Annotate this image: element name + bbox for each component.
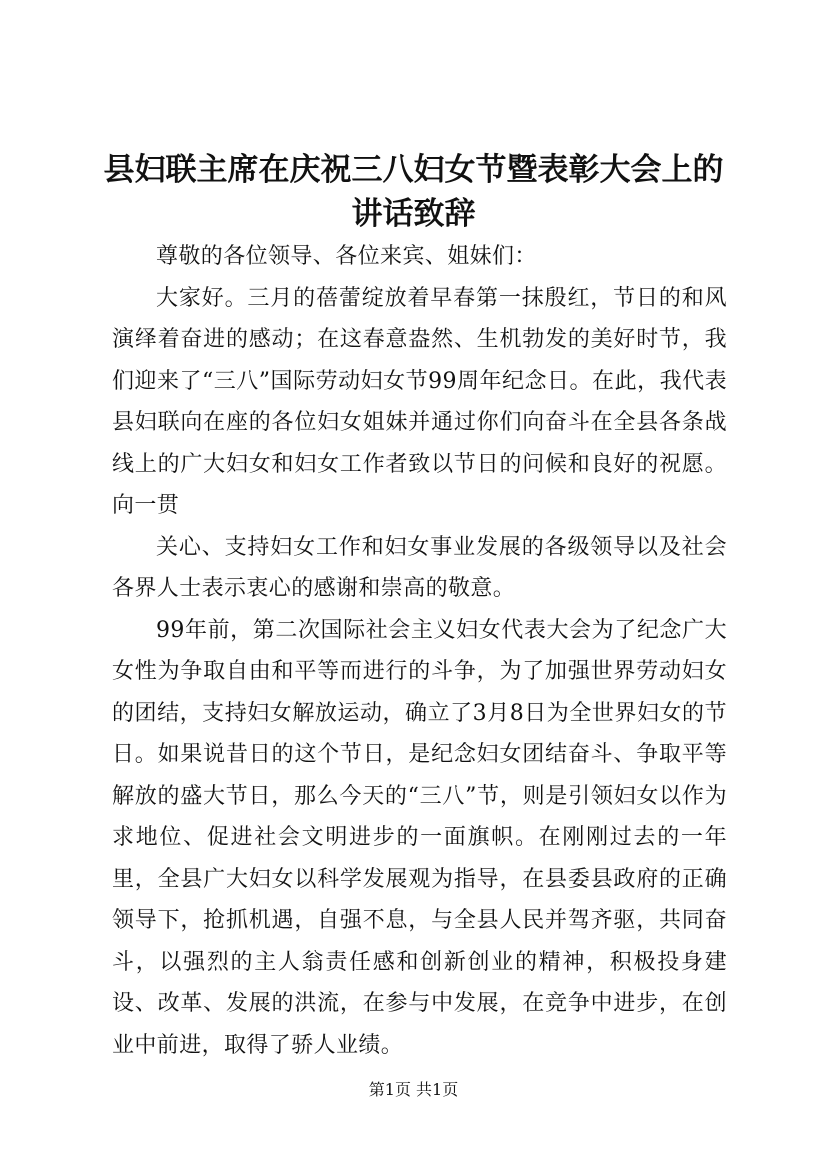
paragraph-history: 99年前，第二次国际社会主义妇女代表大会为了纪念广大女性为争取自由和平等而进行的斗争，为了加强世界劳动妇女的团结，支持妇女解放运动，确立了3月8日为全世界妇女的节日。如果说昔日的这个节日，是纪念妇女团结奋斗、争取平等解放的盛大节日，那么今天的“三八”节，则是引领妇女以作为求地位、促进社会文明进步的一面旗帜。在刚刚过去的一年里，全县广大妇女以科学发展观为指导，在县委县政府的正确领导下，抢抓机遇，自强不息，与全县人民并驾齐驱，共同奋斗，以强烈的主人翁责任感和创新创业的精神，积极投身建设、改革、发展的洪流，在参与中发展，在竞争中进步，在创业中前进，取得了骄人业绩。	[112, 617, 727, 1058]
page-footer: 第1页 共1页	[368, 1080, 459, 1099]
document-body	[112, 236, 727, 1066]
document-title: 县妇联主席在庆祝三八妇女节暨表彰大会上的讲话致辞	[103, 152, 724, 232]
paragraph-greeting: 大家好。三月的蓓蕾绽放着早春第一抹殷红，节日的和风演绎着奋进的感动；在这春意盎然、生机勃发的美好时节，我们迎来了“三八”国际劳动妇女节99周年纪念日。在此，我代表县妇联向在座的各位妇女姐妹并通过你们向奋斗在全县各条战线上的广大妇女和妇女工作者致以节日的问候和良好的祝愿。向一贯	[112, 285, 727, 518]
paragraph-salutation: 尊敬的各位领导、各位来宾、姐妹们：	[156, 244, 537, 269]
paragraph-thanks: 关心、支持妇女工作和妇女事业发展的各级领导以及社会各界人士表示衷心的感谢和崇高的敬意。	[112, 534, 727, 601]
